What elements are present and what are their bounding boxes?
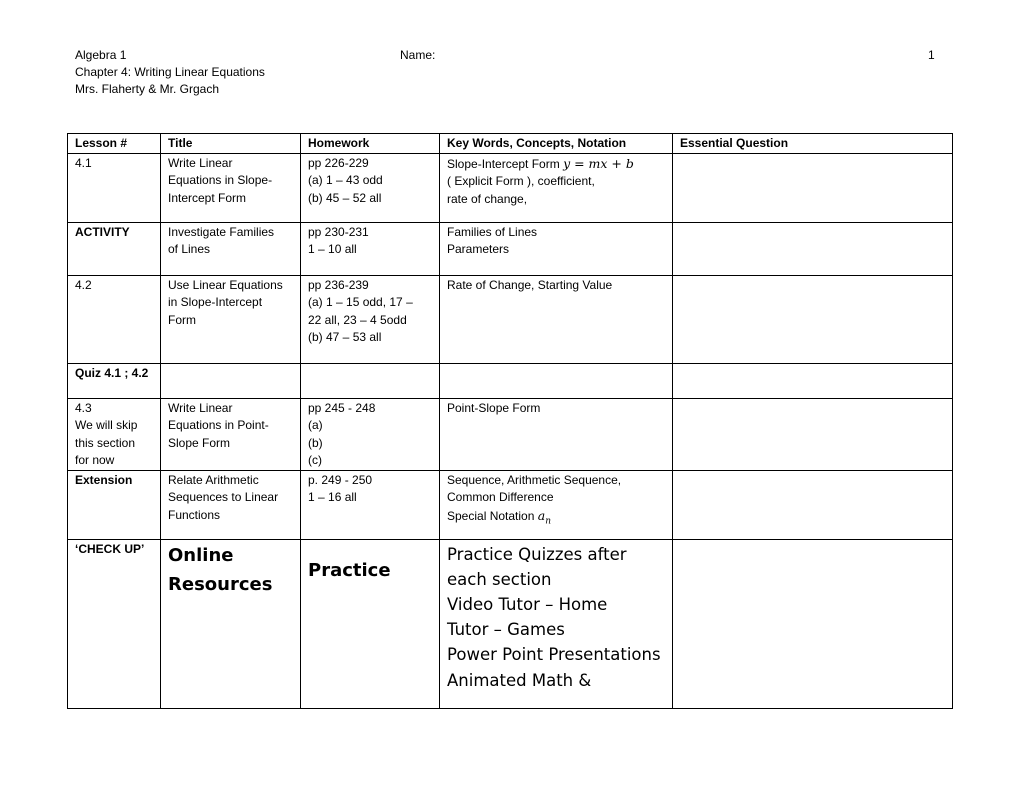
keyword-line: Rate of Change, Starting Value: [447, 277, 613, 292]
lesson-cell: [68, 470, 161, 539]
table-row: [68, 470, 953, 539]
homework-line: 1 – 16 all: [308, 490, 357, 504]
title-line: Write Linear: [168, 400, 233, 415]
resource-line: Tutor – Games: [447, 620, 565, 640]
page-number: 1: [928, 48, 935, 62]
table-row: [68, 363, 953, 398]
keywords-cell: [440, 153, 673, 222]
homework-line: pp 230-231: [308, 224, 369, 239]
lesson-table: [67, 133, 953, 709]
practice-label: Practice: [308, 559, 391, 581]
sequence-notation: a: [537, 507, 546, 523]
course-title: Algebra 1: [75, 48, 127, 62]
essential-question-cell: [673, 153, 953, 222]
homework-line: (b): [308, 435, 323, 450]
column-header: Title: [161, 134, 301, 154]
keywords-cell: [440, 275, 673, 363]
title-line: in Slope-Intercept: [168, 295, 263, 309]
table-row: [68, 275, 953, 363]
essential-question-cell: [673, 539, 953, 708]
essential-question-cell: [673, 222, 953, 275]
keyword-line: Common Difference: [447, 490, 554, 504]
column-header: Homework: [301, 134, 440, 154]
homework-line: (c): [308, 453, 322, 467]
title-line: Use Linear Equations: [168, 277, 283, 292]
homework-line: p. 249 - 250: [308, 472, 373, 487]
lesson-cell: [68, 153, 161, 222]
keywords-cell: [440, 539, 673, 708]
lesson-note: We will skip: [75, 418, 138, 432]
online-resources-line: Online: [168, 544, 234, 566]
keywords-cell: [440, 470, 673, 539]
lesson-cell: [68, 222, 161, 275]
title-line: Slope Form: [168, 435, 231, 450]
keyword-line: Point-Slope Form: [447, 400, 541, 415]
teachers-line: Mrs. Flaherty & Mr. Grgach: [75, 82, 220, 96]
sequence-notation-subscript: n: [545, 515, 551, 526]
document-header: [75, 47, 265, 98]
essential-question-cell: [673, 470, 953, 539]
keyword-line: Parameters: [447, 242, 510, 256]
keyword-line: ( Explicit Form ), coefficient,: [447, 174, 595, 188]
column-header: Essential Question: [673, 134, 953, 154]
homework-cell: [301, 398, 440, 470]
homework-line: (b) 45 – 52 all: [308, 190, 382, 205]
keywords-cell: [440, 363, 673, 398]
lesson-number: 4.2: [75, 277, 92, 292]
essential-question-cell: [673, 398, 953, 470]
homework-cell: [301, 222, 440, 275]
homework-cell: [301, 153, 440, 222]
title-line: Equations in Point-: [168, 418, 269, 432]
lesson-cell: [68, 539, 161, 708]
title-line: Form: [168, 312, 196, 327]
resource-line: each section: [447, 569, 552, 589]
table-row: [68, 398, 953, 470]
resource-line: Animated Math &: [447, 670, 592, 690]
essential-question-cell: [673, 275, 953, 363]
title-line: Equations in Slope-: [168, 173, 273, 187]
column-header: Lesson #: [68, 134, 161, 154]
homework-cell: [301, 363, 440, 398]
lesson-note: this section: [75, 435, 136, 450]
table-row: [68, 222, 953, 275]
homework-line: (a) 1 – 43 odd: [308, 173, 383, 187]
lesson-cell: [68, 398, 161, 470]
keyword-line: rate of change,: [447, 191, 528, 206]
resource-line: Power Point Presentations: [447, 645, 661, 665]
homework-cell: [301, 470, 440, 539]
table-header-row: [68, 134, 953, 154]
title-line: Write Linear: [168, 155, 233, 170]
title-line: Sequences to Linear: [168, 490, 279, 504]
keywords-cell: [440, 222, 673, 275]
lesson-cell: [68, 275, 161, 363]
title-cell: [161, 153, 301, 222]
keyword-line: Slope-Intercept Form: [447, 156, 560, 171]
slope-intercept-equation: y = mx + b: [563, 155, 634, 171]
homework-line: pp 226-229: [308, 155, 369, 170]
homework-line: (a): [308, 418, 323, 432]
resource-line: Video Tutor – Home: [447, 594, 608, 614]
homework-line: 22 all, 23 – 4 5odd: [308, 312, 407, 327]
title-cell: [161, 539, 301, 708]
chapter-title: Chapter 4: Writing Linear Equations: [75, 65, 265, 79]
title-cell: [161, 398, 301, 470]
keyword-line: Special Notation: [447, 508, 535, 523]
homework-cell: [301, 275, 440, 363]
table-row: [68, 539, 953, 708]
quiz-label: Quiz 4.1 ; 4.2: [75, 365, 149, 380]
title-cell: [161, 470, 301, 539]
keyword-line: Families of Lines: [447, 224, 538, 239]
keywords-cell: [440, 398, 673, 470]
online-resources-line: Resources: [168, 573, 273, 595]
resource-line: Practice Quizzes after: [447, 544, 627, 564]
title-cell: [161, 363, 301, 398]
lesson-number: 4.1: [75, 155, 92, 170]
homework-line: (a) 1 – 15 odd, 17 –: [308, 295, 413, 309]
lesson-number: Extension: [75, 472, 133, 487]
title-cell: [161, 275, 301, 363]
title-line: Functions: [168, 507, 221, 522]
column-header: Key Words, Concepts, Notation: [440, 134, 673, 154]
check-up-label: ‘CHECK UP’: [75, 541, 145, 556]
lesson-note: for now: [75, 453, 115, 467]
keyword-line: Sequence, Arithmetic Sequence,: [447, 472, 622, 487]
homework-line: pp 236-239: [308, 277, 369, 292]
lesson-cell: [68, 363, 161, 398]
homework-cell: [301, 539, 440, 708]
table-row: [68, 153, 953, 222]
title-cell: [161, 222, 301, 275]
essential-question-cell: [673, 363, 953, 398]
lesson-number: ACTIVITY: [75, 224, 130, 239]
title-line: Investigate Families: [168, 224, 275, 239]
name-label: Name:: [400, 48, 436, 62]
homework-line: (b) 47 – 53 all: [308, 330, 382, 344]
homework-line: 1 – 10 all: [308, 242, 357, 256]
title-line: Relate Arithmetic: [168, 472, 259, 487]
title-line: Intercept Form: [168, 190, 247, 205]
lesson-number: 4.3: [75, 400, 92, 415]
homework-line: pp 245 - 248: [308, 400, 376, 415]
title-line: of Lines: [168, 242, 211, 256]
